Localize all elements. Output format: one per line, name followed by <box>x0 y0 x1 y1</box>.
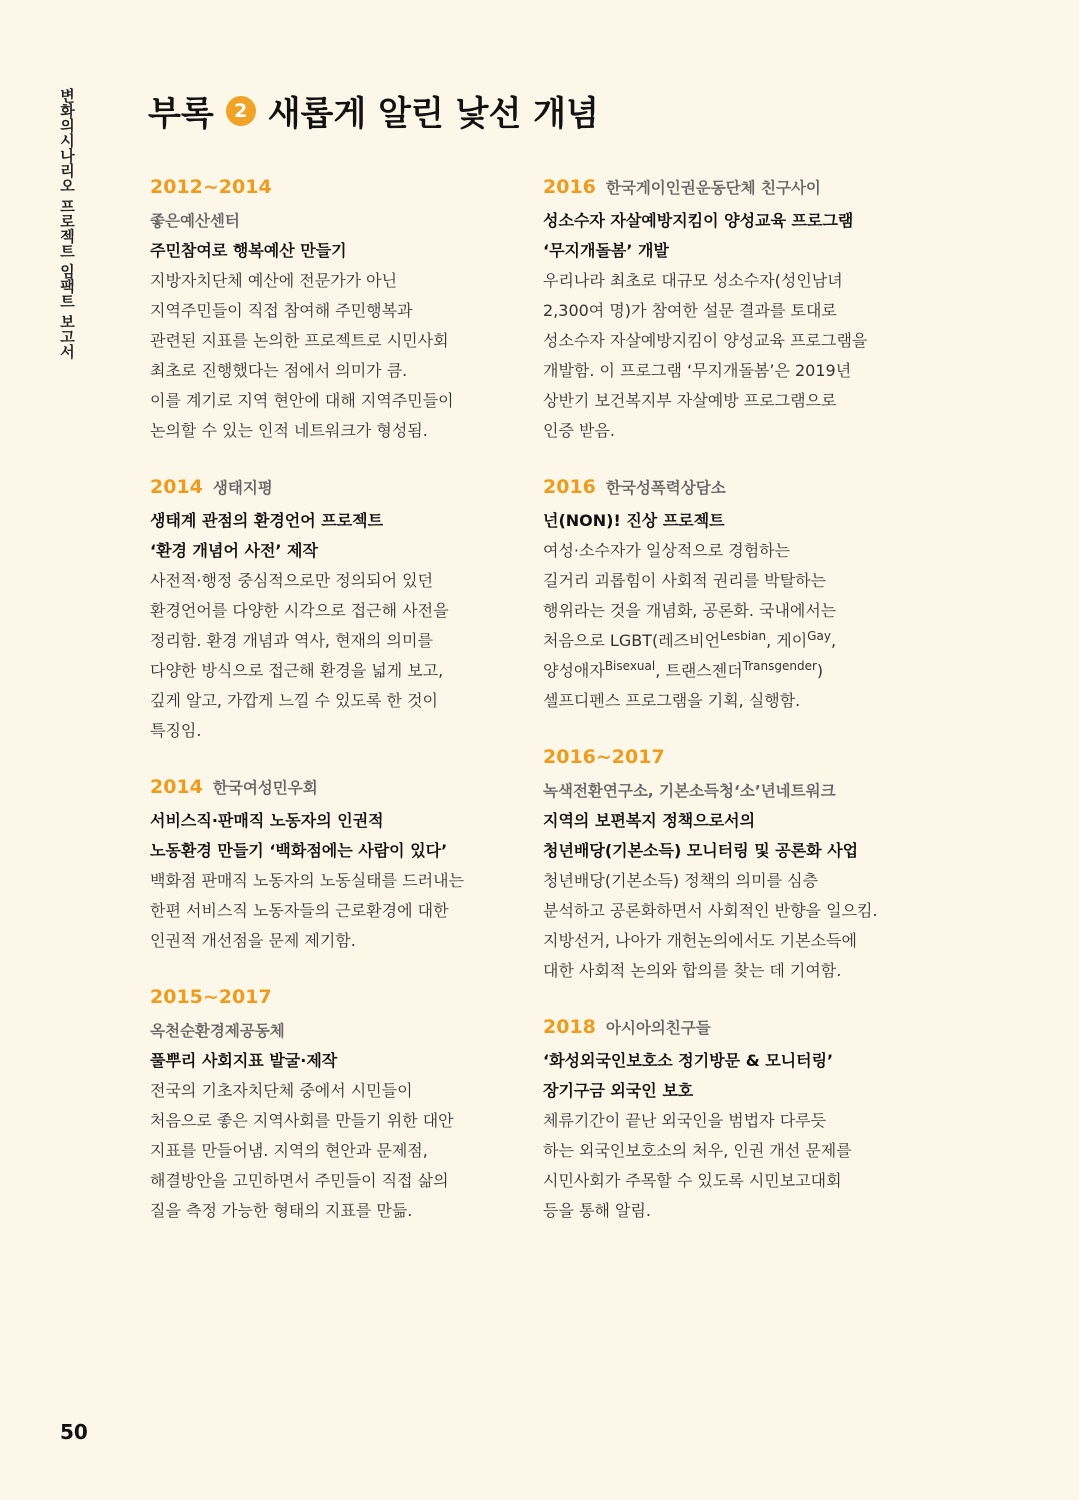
entry-headline: 서비스직·판매직 노동자의 인권적 <box>150 811 384 830</box>
entry-body-line: 관련된 지표를 논의한 프로젝트로 시민사회 <box>150 331 449 350</box>
entry-2014-eco <box>150 476 530 746</box>
entry-headline: 장기구금 외국인 보호 <box>543 1081 694 1100</box>
entry-2014-womenlink <box>150 776 530 956</box>
english-term: Transgender <box>742 659 817 673</box>
entry-headline: 생태계 관점의 환경언어 프로젝트 <box>150 511 384 530</box>
entry-body-line: 지역주민들이 직접 참여해 주민행복과 <box>150 301 413 320</box>
entry-body-line: 행위라는 것을 개념화, 공론화. 국내에서는 <box>543 601 837 620</box>
entry-body-line: 셀프디펜스 프로그램을 기획, 실행함. <box>543 691 801 710</box>
page-title <box>148 86 599 135</box>
entry-body-line: 논의할 수 있는 인적 네트워크가 형성됨. <box>150 421 428 440</box>
entry-organization: 좋은예산센터 <box>150 212 240 230</box>
entry-body-line: 등을 통해 알림. <box>543 1201 651 1220</box>
english-term: Gay <box>807 629 831 643</box>
entry-body-line: 인증 받음. <box>543 421 615 440</box>
entry-body-line: 한편 서비스직 노동자들의 근로환경에 대한 <box>150 901 449 920</box>
entry-headline: 넌(NON)! 진상 프로젝트 <box>543 511 725 530</box>
entry-body-line: 청년배당(기본소득) 정책의 의미를 심층 <box>543 871 819 890</box>
entry-headline: ‘환경 개념어 사전’ 제작 <box>150 541 318 560</box>
entry-body-line: 특징임. <box>150 721 202 740</box>
entry-body-line: 분석하고 공론화하면서 사회적인 반향을 일으킴. <box>543 901 878 920</box>
entry-body-line: 질을 측정 가능한 형태의 지표를 만듦. <box>150 1201 413 1220</box>
entry-body-line: 길거리 괴롭힘이 사회적 권리를 박탈하는 <box>543 571 827 590</box>
entry-body-line: 체류기간이 끝난 외국인을 범법자 다루듯 <box>543 1111 827 1130</box>
entry-body-line: 개발함. 이 프로그램 ‘무지개돌봄’은 2019년 <box>543 361 852 380</box>
english-term: Lesbian <box>720 629 767 643</box>
entry-year: 2012~2014 <box>150 176 272 198</box>
entry-headline: 지역의 보편복지 정책으로서의 <box>543 811 756 830</box>
entry-organization: 한국게이인권운동단체 친구사이 <box>605 179 821 197</box>
entry-body-line: 지표를 만들어냄. 지역의 현안과 문제점, <box>150 1141 428 1160</box>
right-column <box>543 176 903 1256</box>
entry-body-line: 2,300여 명)가 참여한 설문 결과를 토대로 <box>543 301 837 320</box>
entry-year: 2015~2017 <box>150 986 272 1008</box>
entry-organization: 녹색전환연구소, 기본소득청‘소’년네트워크 <box>543 782 836 800</box>
entry-organization: 생태지평 <box>212 479 273 497</box>
entry-year: 2016~2017 <box>543 746 665 768</box>
appendix-number-badge: 2 <box>226 96 256 126</box>
entry-year: 2016 <box>543 176 596 198</box>
entry-body-line: 지방선거, 나아가 개헌논의에서도 기본소득에 <box>543 931 858 950</box>
entry-year: 2014 <box>150 776 203 798</box>
entry-year: 2018 <box>543 1016 596 1038</box>
entry-body-line: 양성애자$^{Bisexual}$, 트랜스젠더$^{Transgender}$) <box>543 659 824 680</box>
entry-body-line: 해결방안을 고민하면서 주민들이 직접 삶의 <box>150 1171 449 1190</box>
entry-body-line: 성소수자 자살예방지킴이 양성교육 프로그램을 <box>543 331 868 350</box>
page-title-text: 새롭게 알린 낯선 개념 <box>267 94 599 134</box>
entry-headline: 성소수자 자살예방지킴이 양성교육 프로그램 <box>543 211 854 230</box>
entry-body-line: 깊게 알고, 가깝게 느낄 수 있도록 한 것이 <box>150 691 438 710</box>
entry-body-line: 지방자치단체 예산에 전문가가 아닌 <box>150 271 398 290</box>
entry-organization: 아시아의친구들 <box>605 1019 711 1037</box>
entry-headline: 풀뿌리 사회지표 발굴·제작 <box>150 1051 338 1070</box>
entry-body-line: 대한 사회적 논의와 합의를 찾는 데 기여함. <box>543 961 842 980</box>
page-number: 50 <box>60 1420 88 1444</box>
entry-body-line: 하는 외국인보호소의 처우, 인권 개선 문제를 <box>543 1141 852 1160</box>
left-column <box>150 176 530 1256</box>
entry-body-line: 우리나라 최초로 대규모 성소수자(성인남녀 <box>543 271 843 290</box>
english-term: Bisexual <box>604 659 656 673</box>
entry-2016-chingusai <box>543 176 903 446</box>
entry-year: 2016 <box>543 476 596 498</box>
entry-body-line: 전국의 기초자치단체 중에서 시민들이 <box>150 1081 413 1100</box>
entry-body-line: 환경언어를 다양한 시각으로 접근해 사전을 <box>150 601 449 620</box>
entry-2012-2014 <box>150 176 530 446</box>
entry-organization: 한국성폭력상담소 <box>605 479 726 497</box>
entry-headline: 청년배당(기본소득) 모니터링 및 공론화 사업 <box>543 841 859 860</box>
entry-body-line: 여성·소수자가 일상적으로 경험하는 <box>543 541 791 560</box>
entry-body-line: 처음으로 좋은 지역사회를 만들기 위한 대안 <box>150 1111 454 1130</box>
entry-body-line: 시민사회가 주목할 수 있도록 시민보고대회 <box>543 1171 842 1190</box>
entry-2016-ksvrc <box>543 476 903 716</box>
entry-headline: ‘무지개돌봄’ 개발 <box>543 241 669 260</box>
page-title-prefix: 부록 <box>148 94 214 134</box>
entry-body-line: 정리함. 환경 개념과 역사, 현재의 의미를 <box>150 631 433 650</box>
entry-headline: ‘화성외국인보호소 정기방문 & 모니터링’ <box>543 1051 834 1070</box>
entry-body-line: 처음으로 LGBT(레즈비언$^{Lesbian}$, 게이$^{Gay}$, <box>543 629 837 650</box>
side-report-title: 변화의시나리오 프로젝트 임팩트 보고서 <box>58 88 76 359</box>
entry-body-line: 백화점 판매직 노동자의 노동실태를 드러내는 <box>150 871 465 890</box>
entry-body-line: 이를 계기로 지역 현안에 대해 지역주민들이 <box>150 391 454 410</box>
entry-body-line: 인권적 개선점을 문제 제기함. <box>150 931 356 950</box>
entry-body-line: 사전적·행정 중심적으로만 정의되어 있던 <box>150 571 434 590</box>
entry-body-line: 다양한 방식으로 접근해 환경을 넓게 보고, <box>150 661 444 680</box>
entry-2016-2017 <box>543 746 903 986</box>
entry-organization: 한국여성민우회 <box>212 779 318 797</box>
entry-headline: 노동환경 만들기 ‘백화점에는 사람이 있다’ <box>150 841 448 860</box>
entry-year: 2014 <box>150 476 203 498</box>
entry-body-line: 최초로 진행했다는 점에서 의미가 큼. <box>150 361 408 380</box>
entry-organization: 옥천순환경제공동체 <box>150 1022 285 1040</box>
entry-headline: 주민참여로 행복예산 만들기 <box>150 241 347 260</box>
entry-2018 <box>543 1016 903 1226</box>
entry-2015-2017 <box>150 986 530 1226</box>
entry-body-line: 상반기 보건복지부 자살예방 프로그램으로 <box>543 391 837 410</box>
